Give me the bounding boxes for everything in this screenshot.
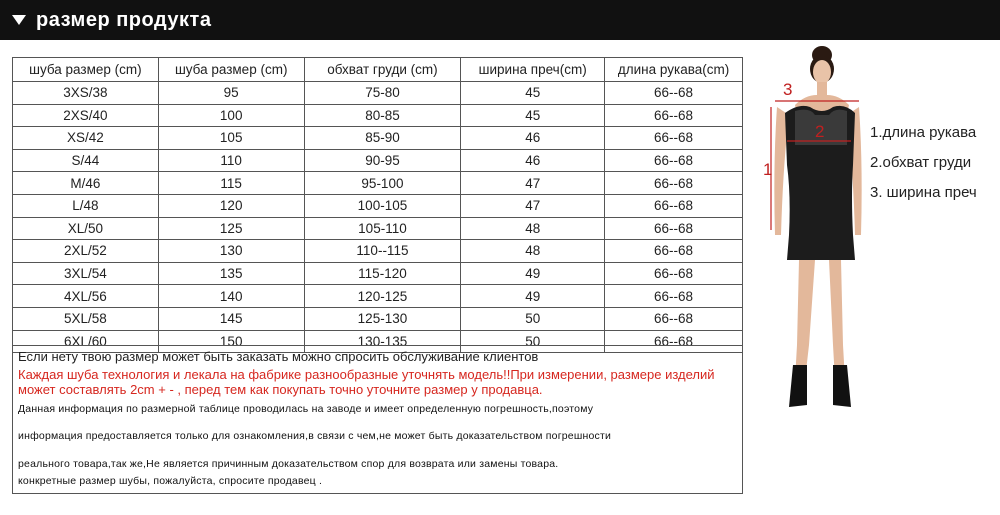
table-cell: 66--68 (605, 104, 743, 127)
table-cell: 49 (461, 262, 605, 285)
table-row (13, 307, 743, 330)
table-cell: 47 (461, 194, 605, 217)
table-cell: 3XS/38 (13, 82, 159, 105)
table-row (13, 194, 743, 217)
table-cell: 2XL/52 (13, 240, 159, 263)
table-row (13, 172, 743, 195)
table-cell: 50 (461, 307, 605, 330)
column-header: длина рукава(cm) (605, 58, 743, 82)
table-cell: 66--68 (605, 82, 743, 105)
table-cell: 66--68 (605, 217, 743, 240)
table-cell: 140 (158, 285, 304, 308)
column-header: обхват груди (cm) (304, 58, 461, 82)
table-cell: 66--68 (605, 172, 743, 195)
table-cell: 125 (158, 217, 304, 240)
table-cell: 95-100 (304, 172, 461, 195)
table-cell: 100-105 (304, 194, 461, 217)
table-cell: 100 (158, 104, 304, 127)
table-cell: 45 (461, 82, 605, 105)
table-cell: 45 (461, 104, 605, 127)
table-cell: 115 (158, 172, 304, 195)
table-cell: 130 (158, 240, 304, 263)
notes-box (12, 345, 743, 494)
table-row (13, 104, 743, 127)
table-cell: 4XL/56 (13, 285, 159, 308)
table-row (13, 127, 743, 150)
table-cell: 135 (158, 262, 304, 285)
table-cell: XS/42 (13, 127, 159, 150)
table-cell: 80-85 (304, 104, 461, 127)
table-cell: 125-130 (304, 307, 461, 330)
table-cell: 3XL/54 (13, 262, 159, 285)
table-cell: 90-95 (304, 149, 461, 172)
table-cell: 105 (158, 127, 304, 150)
table-cell: 46 (461, 149, 605, 172)
section-title: размер продукта (36, 8, 212, 31)
table-cell: 6XL/60 (13, 330, 159, 353)
table-row (13, 285, 743, 308)
column-header: шуба размер (cm) (158, 58, 304, 82)
table-cell: 120-125 (304, 285, 461, 308)
header-bar (0, 0, 1000, 40)
triangle-down-icon (12, 15, 26, 25)
table-cell: 95 (158, 82, 304, 105)
table-row (13, 240, 743, 263)
table-row (13, 217, 743, 240)
table-cell: 120 (158, 194, 304, 217)
table-header-row (13, 58, 743, 82)
table-cell: 66--68 (605, 240, 743, 263)
column-header: ширина преч(cm) (461, 58, 605, 82)
table-cell: 145 (158, 307, 304, 330)
table-cell: 105-110 (304, 217, 461, 240)
measurement-legend (870, 122, 977, 212)
table-cell: M/46 (13, 172, 159, 195)
table-cell: L/48 (13, 194, 159, 217)
note-disclaimer: Данная информация по размерной таблице проводилась на заводе и имеет определенную погрешность,поэтому (18, 402, 594, 415)
note-warning: Каждая шуба технология и лекала на фабрике разнообразные уточнять модель!!При измерении, размере изделий может составлять 2cm + - , перед тем как покупать точно уточните размер у продавца. (18, 366, 715, 397)
table-cell: 49 (461, 285, 605, 308)
marker-3: 3 (783, 80, 793, 99)
table-cell: 48 (461, 240, 605, 263)
table-cell: 110 (158, 149, 304, 172)
table-cell: 48 (461, 217, 605, 240)
table-cell: 47 (461, 172, 605, 195)
table-cell: 50 (461, 330, 605, 353)
note-line: Если нету твою размер может быть заказать можно спросить обслуживание клиентов (18, 349, 539, 364)
marker-1: 1 (763, 160, 773, 179)
legend-item: 1.длина рукава (870, 124, 977, 141)
table-cell: XL/50 (13, 217, 159, 240)
table-cell: 2XS/40 (13, 104, 159, 127)
size-table (12, 57, 743, 353)
table-cell: 110--115 (304, 240, 461, 263)
table-cell: 130-135 (304, 330, 461, 353)
table-cell: S/44 (13, 149, 159, 172)
legend-item: 3. ширина преч (870, 184, 977, 201)
table-cell: 66--68 (605, 307, 743, 330)
model-figure (755, 45, 865, 415)
table-cell: 66--68 (605, 127, 743, 150)
table-cell: 115-120 (304, 262, 461, 285)
legend-item: 2.обхват груди (870, 154, 972, 171)
table-cell: 66--68 (605, 285, 743, 308)
table-cell: 66--68 (605, 330, 743, 353)
table-cell: 66--68 (605, 194, 743, 217)
note-disclaimer: информация предоставляется только для ознакомления,в связи с чем,не может быть доказательством погрешности (18, 430, 612, 442)
table-cell: 85-90 (304, 127, 461, 150)
note-disclaimer: конкретные размер шубы, пожалуйста, спросите продавец . (18, 475, 323, 487)
table-cell: 66--68 (605, 149, 743, 172)
table-row (13, 149, 743, 172)
table-row (13, 262, 743, 285)
table-cell: 66--68 (605, 262, 743, 285)
table-cell: 5XL/58 (13, 307, 159, 330)
table-cell: 46 (461, 127, 605, 150)
table-cell: 75-80 (304, 82, 461, 105)
note-disclaimer: реального товара,так же,Не является причинным доказательством спор для возврата или замены товара. (18, 457, 559, 470)
marker-2: 2 (815, 122, 825, 141)
column-header: шуба размер (cm) (13, 58, 159, 82)
table-cell: 150 (158, 330, 304, 353)
table-row (13, 82, 743, 105)
